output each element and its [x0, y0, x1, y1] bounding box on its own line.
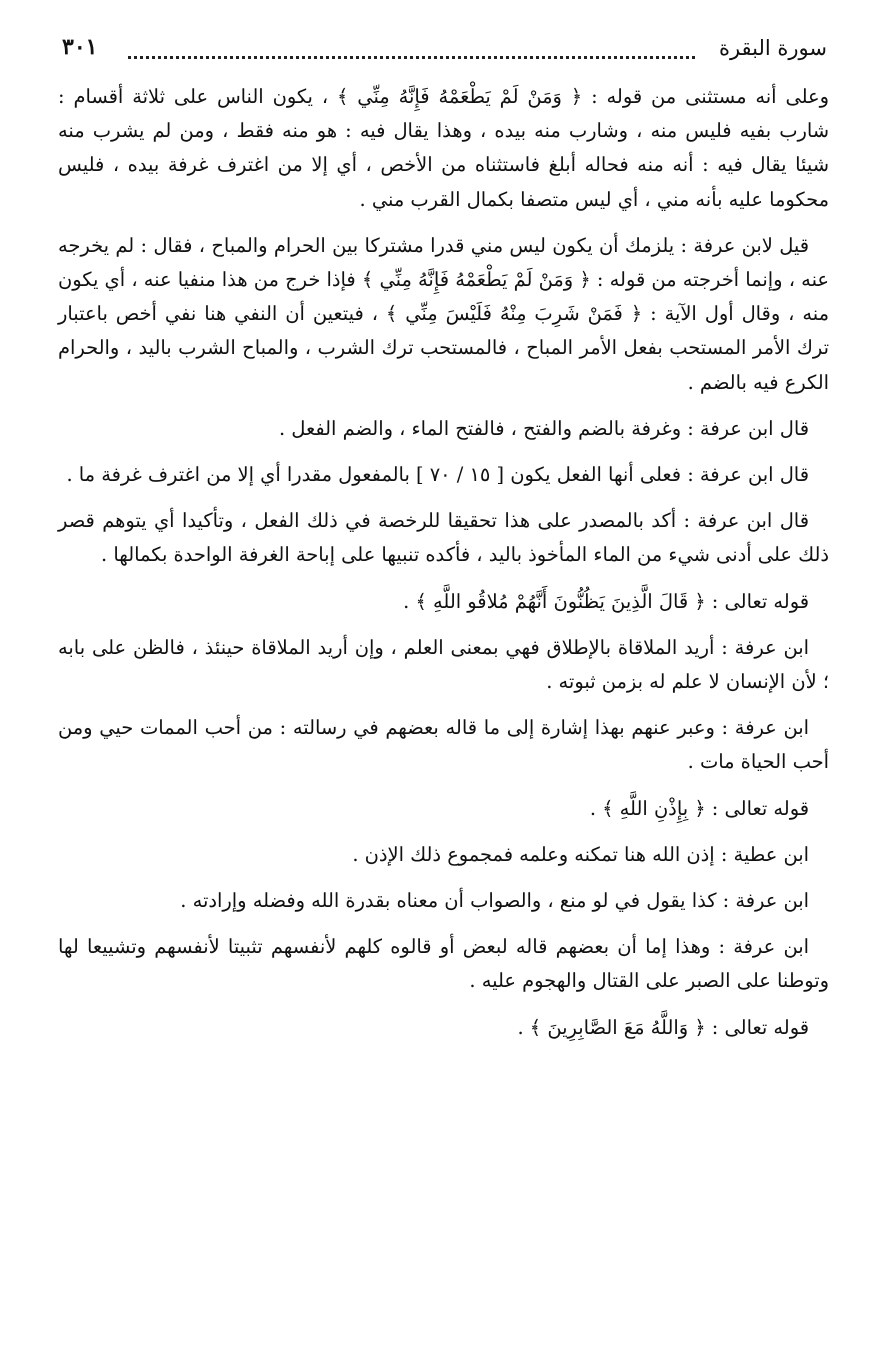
paragraph-9: قوله تعالى : ﴿ بِإِذْنِ اللَّهِ ﴾ .	[589, 796, 809, 820]
paragraph-1: وعلى أنه مستثنى من قوله : ﴿ وَمَنْ لَمْ يَطْعَمْهُ فَإِنَّهُ مِنِّي ﴾ ، يكون الناس على ثلاثة أقسام : شارب بفيه فليس منه ، وشارب منه بيده ، وهذا يقال فيه : هو منه فقط ، ومن لم يشرب منه شيئا يقال فيه : أنه منه فحاله أبلغ فاستثناه من الأخص ، أي إلا من اغترف غرفة بيده ، فليس محكوما عليه بأنه مني ، أي ليس متصفا بكمال القرب مني .	[58, 85, 829, 211]
paragraph-8: ابن عرفة : وعبر عنهم بهذا إشارة إلى ما قاله بعضهم في رسالته : من أحب الممات حيي ومن أحب الحياة مات .	[58, 716, 829, 774]
page-number: ٣٠١	[62, 34, 98, 60]
paragraph-10: ابن عطية : إذن الله هنا تمكنه وعلمه فمجموع ذلك الإذن .	[352, 842, 809, 866]
paragraph-2: قيل لابن عرفة : يلزمك أن يكون ليس مني قدرا مشتركا بين الحرام والمباح ، فقال : لم يخرجه عنه ، وإنما أخرجته من قوله : ﴿ وَمَنْ لَمْ يَطْعَمْهُ فَإِنَّهُ مِنِّي ﴾ فإذا خرج من هذا منفيا عنه ، أي يكون منه ، وقال أول الآية : ﴿ فَمَنْ شَرِبَ مِنْهُ فَلَيْسَ مِنِّي ﴾ ، فيتعين أن النفي هنا نفي أخص باعتبار ترك الأمر المستحب بفعل الأمر المباح ، فالمستحب ترك الشرب ، والمباح الشرب باليد ، والحرام الكرع فيه بالضم .	[58, 233, 829, 394]
paragraph-13: قوله تعالى : ﴿ وَاللَّهُ مَعَ الصَّابِرِينَ ﴾ .	[517, 1015, 809, 1039]
paragraph-12: ابن عرفة : وهذا إما أن بعضهم قاله لبعض أو قالوه كلهم لأنفسهم تثبيتا لأنفسهم وتشييعا لها وتوطنا على الصبر على القتال والهجوم عليه .	[58, 935, 829, 993]
header-dotted-rule	[128, 56, 695, 59]
paragraph-3: قال ابن عرفة : وغرفة بالضم والفتح ، فالفتح الماء ، والضم الفعل .	[278, 416, 809, 440]
paragraph-4: قال ابن عرفة : فعلى أنها الفعل يكون [ ١٥ / ٧٠ ] بالمفعول مقدرا أي إلا من اغترف غرفة ما .	[66, 463, 809, 487]
paragraph-7: ابن عرفة : أريد الملاقاة بالإطلاق فهي بمعنى العلم ، وإن أريد الملاقاة حينئذ ، فالظن على بابه ؛ لأن الإنسان لا علم له بزمن ثبوته .	[58, 635, 829, 694]
surah-name: سورة البقرة	[718, 36, 827, 60]
page-body	[58, 80, 829, 1045]
paragraph-5: قال ابن عرفة : أكد بالمصدر على هذا تحقيقا للرخصة في ذلك الفعل ، وتأكيدا أي يتوهم قصر ذلك على أدنى شيء من الماء المأخوذ باليد ، فأكده تنبيها على إباحة الغرفة الواحدة بكمالها .	[58, 509, 829, 567]
paragraph-6: قوله تعالى : ﴿ قَالَ الَّذِينَ يَظُنُّونَ أَنَّهُمْ مُلاقُو اللَّهِ ﴾ .	[403, 589, 809, 613]
page-header	[62, 28, 827, 68]
paragraph-11: ابن عرفة : كذا يقول في لو منع ، والصواب أن معناه بقدرة الله وفضله وإرادته .	[180, 889, 809, 913]
